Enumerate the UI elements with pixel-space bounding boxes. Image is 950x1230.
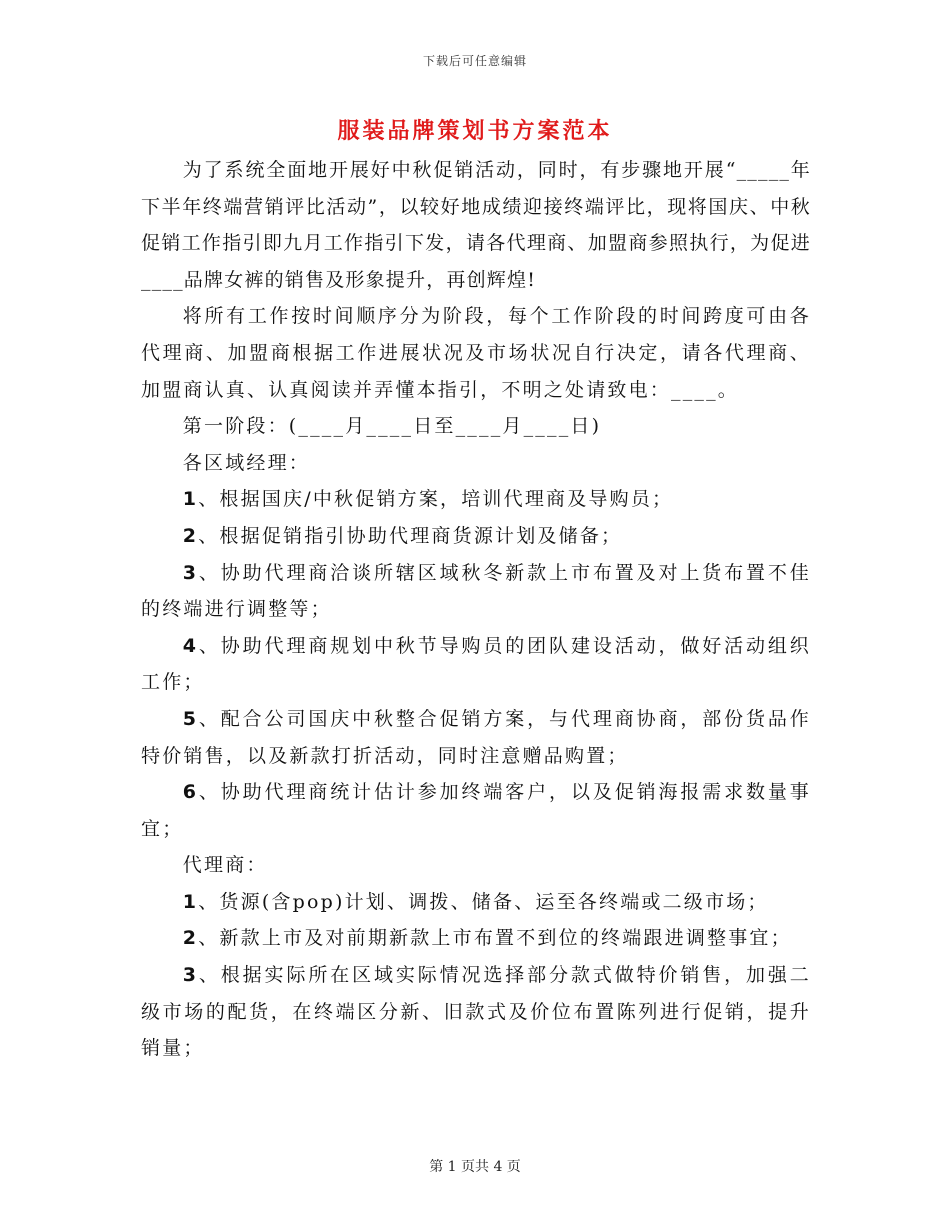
item-text: 、根据国庆/中秋促销方案，培训代理商及导购员； [198, 488, 674, 511]
managers-item [141, 555, 811, 628]
item-number: 1 [182, 488, 199, 511]
document-title: 服装品牌策划书方案范本 [337, 118, 613, 144]
item-number: 1 [182, 890, 199, 913]
item-number: 5 [182, 707, 199, 730]
managers-item [141, 628, 811, 701]
item-number: 3 [182, 561, 199, 584]
agents-item [141, 920, 811, 957]
agents-item [141, 957, 811, 1067]
agents-item [141, 884, 811, 921]
managers-item [141, 701, 811, 774]
managers-item [141, 774, 811, 847]
item-text: 、协助代理商洽谈所辖区域秋冬新款上市布置及对上货布置不佳的终端进行调整等； [141, 561, 811, 621]
item-number: 2 [182, 927, 199, 950]
stages-paragraph: 将所有工作按时间顺序分为阶段，每个工作阶段的时间跨度可由各代理商、加盟商根据工作进展状况及市场状况自行决定，请各代理商、加盟商认真、认真阅读并弄懂本指引，不明之处请致电：____。 [141, 305, 811, 401]
agents-heading: 代理商： [182, 854, 268, 877]
item-text: 、协助代理商规划中秋节导购员的团队建设活动，做好活动组织工作； [141, 634, 811, 694]
item-number: 2 [182, 524, 199, 547]
managers-item [141, 518, 811, 555]
item-text: 、货源(含pop)计划、调拨、储备、运至各终端或二级市场； [198, 890, 769, 913]
intro-paragraph: 为了系统全面地开展好中秋促销活动，同时，有步骤地开展“_____年下半年终端营销评比活动”，以较好地成绩迎接终端评比，现将国庆、中秋促销工作指引即九月工作指引下发，请各代理商、加盟商参照执行，为促进____品牌女裤的销售及形象提升，再创辉煌! [141, 159, 811, 291]
page-footer: 第 1 页共 4 页 [429, 1159, 521, 1175]
item-text: 、根据实际所在区域实际情况选择部分款式做特价销售，加强二级市场的配货，在终端区分新、旧款式及价位布置陈列进行促销，提升销量； [141, 964, 811, 1060]
item-text: 、新款上市及对前期新款上市布置不到位的终端跟进调整事宜； [198, 927, 792, 950]
item-number: 3 [182, 964, 199, 987]
item-number: 6 [182, 781, 199, 804]
item-number: 4 [182, 634, 199, 657]
managers-heading: 各区域经理： [182, 451, 310, 474]
phase-one-heading: 第一阶段：(____月____日至____月____日) [182, 415, 602, 438]
document-body [141, 152, 811, 1067]
item-text: 、协助代理商统计估计参加终端客户，以及促销海报需求数量事宜； [141, 781, 811, 840]
managers-item [141, 481, 811, 518]
page-header: 下载后可任意编辑 [422, 54, 527, 68]
item-text: 、根据促销指引协助代理商货源计划及储备； [198, 524, 623, 547]
item-text: 、配合公司国庆中秋整合促销方案，与代理商协商，部份货品作特价销售，以及新款打折活动，同时注意赠品购置； [141, 707, 811, 767]
